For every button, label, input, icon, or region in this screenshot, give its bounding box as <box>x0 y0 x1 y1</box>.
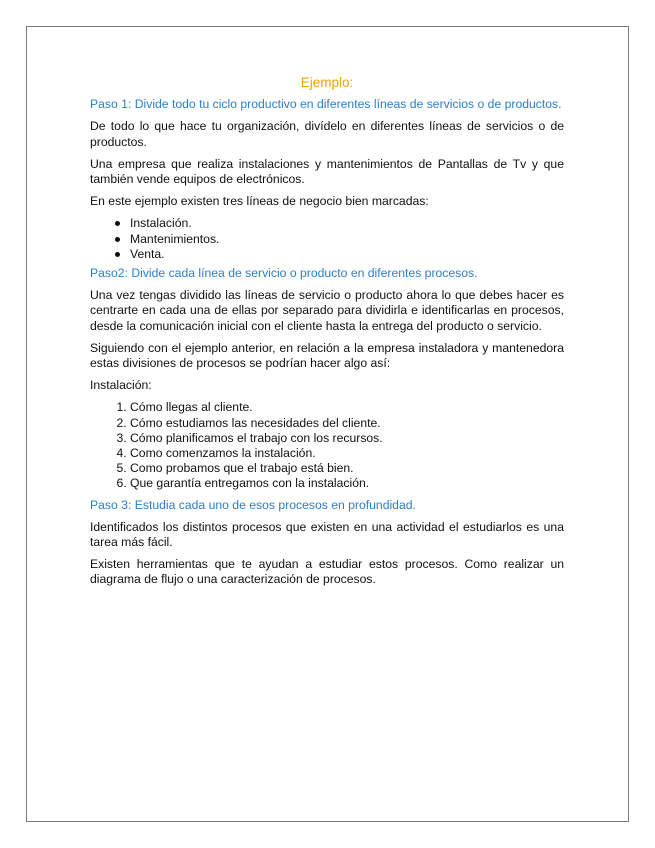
list-item: 1. Cómo llegas al cliente. <box>130 400 564 415</box>
step2-paragraph-3: Instalación: <box>90 378 152 393</box>
list-item: Instalación. <box>130 216 564 231</box>
list-item: 6. Que garantía entregamos con la instalación. <box>130 476 564 491</box>
installation-process-list <box>90 400 564 491</box>
step3-paragraph-1: Identificados los distintos procesos que existen en una actividad el estudiarlos es una tarea más fácil. <box>90 519 564 550</box>
document-body <box>90 75 564 595</box>
list-item: Mantenimientos. <box>130 232 564 247</box>
step2-paragraph-2: Siguiendo con el ejemplo anterior, en relación a la empresa instaladora y mantenedora estas divisiones de procesos se podrían hacer algo así: <box>90 340 564 371</box>
business-lines-list <box>90 216 564 262</box>
step1-paragraph-2: Una empresa que realiza instalaciones y mantenimientos de Pantallas de Tv y que también vende equipos de electrónicos. <box>90 156 564 187</box>
step1-paragraph-1: De todo lo que hace tu organización, divídelo en diferentes líneas de servicios o de productos. <box>90 119 564 149</box>
list-item: Venta. <box>130 247 564 262</box>
step2-heading: Paso2: Divide cada línea de servicio o producto en diferentes procesos. <box>90 266 478 281</box>
list-item: 4. Como comenzamos la instalación. <box>130 446 564 461</box>
step1-paragraph-3: En este ejemplo existen tres líneas de negocio bien marcadas: <box>90 194 429 209</box>
step2-paragraph-1: Una vez tengas dividido las líneas de servicio o producto ahora lo que debes hacer es centrarte en cada una de ellas por separado para dividirla e identificarlas en procesos, desde la comunicación inicial con el cliente hasta la entrega del producto o servicio. <box>90 288 564 333</box>
list-item: 5. Como probamos que el trabajo está bien. <box>130 461 564 476</box>
list-item: 3. Cómo planificamos el trabajo con los recursos. <box>130 431 564 446</box>
document-title: Ejemplo: <box>300 75 354 90</box>
step3-heading: Paso 3: Estudia cada uno de esos procesos en profundidad. <box>90 497 416 512</box>
document-page <box>26 26 629 822</box>
step1-heading: Paso 1: Divide todo tu ciclo productivo en diferentes líneas de servicios o de productos. <box>90 97 562 112</box>
list-item: 2. Cómo estudiamos las necesidades del cliente. <box>130 416 564 431</box>
step3-paragraph-2: Existen herramientas que te ayudan a estudiar estos procesos. Como realizar un diagrama de flujo o una caracterización de procesos. <box>90 557 564 587</box>
